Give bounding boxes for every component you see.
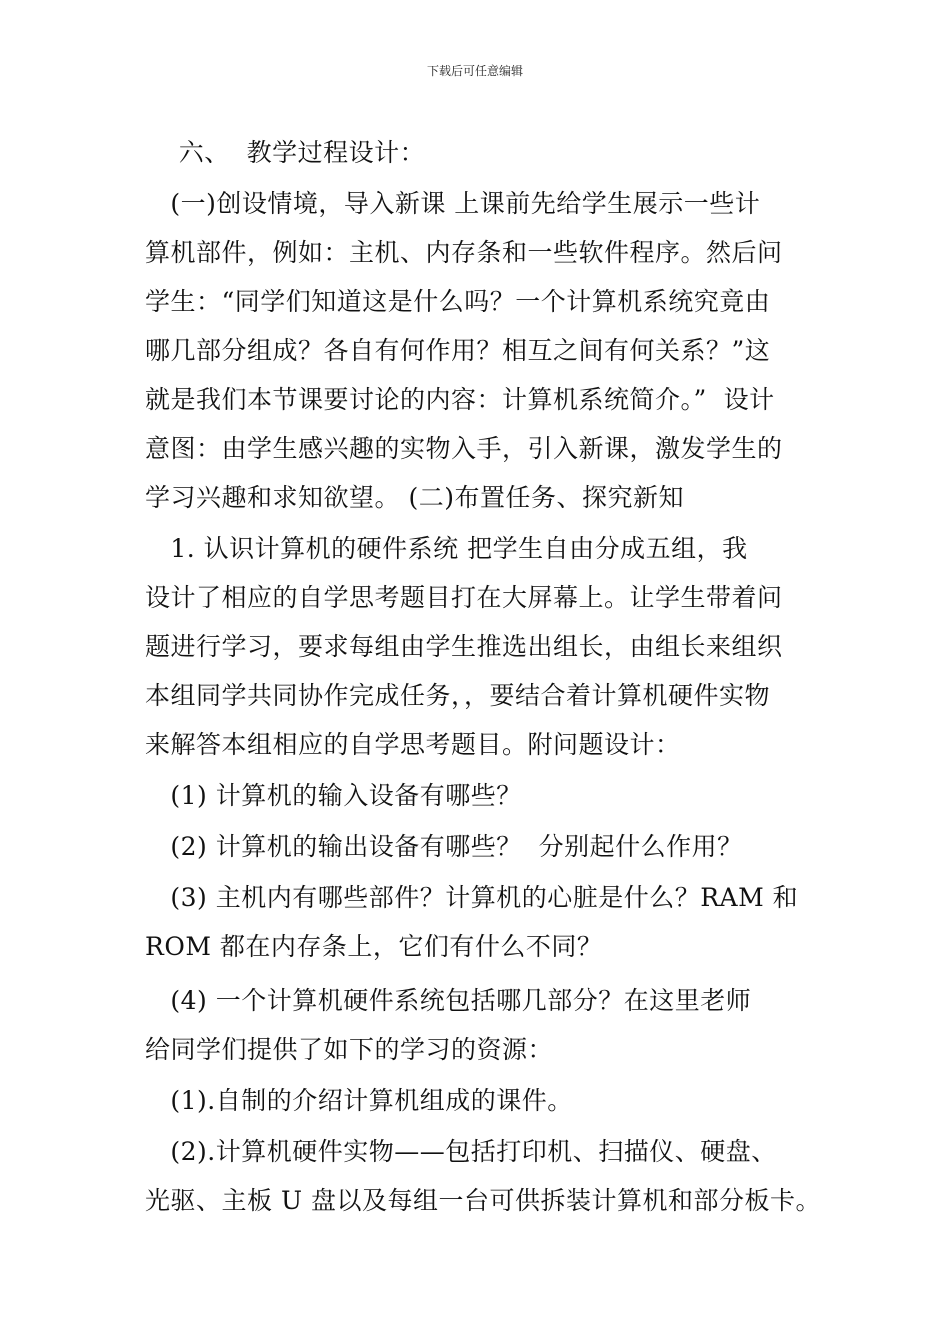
resource-item: (1).自制的介绍计算机组成的课件。 <box>145 1086 573 1115</box>
paragraph-line: 来解答本组相应的自学思考题目。附问题设计： <box>145 730 681 759</box>
paragraph-line: (一)创设情境，导入新课 上课前先给学生展示一些计 <box>145 189 761 218</box>
paragraph-line: 学生：“同学们知道这是什么吗？一个计算机系统究竟由 <box>145 287 771 316</box>
document-body <box>145 128 835 1225</box>
paragraph-line: 就是我们本节课要讨论的内容：计算机系统简介。” 设计 <box>145 385 775 414</box>
question-item: (4) 一个计算机硬件系统包括哪几部分？在这里老师 <box>145 986 752 1015</box>
paragraph-line: 意图：由学生感兴趣的实物入手，引入新课，激发学生的 <box>145 434 783 463</box>
question-item: (2) 计算机的输出设备有哪些？ 分别起什么作用？ <box>145 832 743 861</box>
paragraph-line: 本组同学共同协作完成任务，，要结合着计算机硬件实物 <box>145 681 771 710</box>
resource-item-continued: 光驱、主板 U 盘以及每组一台可供拆装计算机和部分板卡。 <box>145 1186 821 1215</box>
paragraph-line: 题进行学习，要求每组由学生推选出组长，由组长来组织 <box>145 632 783 661</box>
question-item: (1) 计算机的输入设备有哪些？ <box>145 781 522 810</box>
paragraph-line: 1. 认识计算机的硬件系统 把学生自由分成五组，我 <box>145 534 748 563</box>
question-item-continued: 给同学们提供了如下的学习的资源： <box>145 1035 554 1064</box>
page-header-note: 下载后可任意编辑 <box>426 64 523 78</box>
question-item-continued: ROM 都在内存条上，它们有什么不同？ <box>145 932 603 961</box>
question-item: (3) 主机内有哪些部件？计算机的心脏是什么？RAM 和 <box>145 883 799 912</box>
paragraph-line: 设计了相应的自学思考题目打在大屏幕上。让学生带着问 <box>145 583 783 612</box>
section-heading: 六、 教学过程设计： <box>145 138 426 167</box>
resource-item: (2).计算机硬件实物——包括打印机、扫描仪、硬盘、 <box>145 1137 777 1166</box>
paragraph-line: 哪几部分组成？各自有何作用？相互之间有何关系？”这 <box>145 336 771 365</box>
paragraph-line: 学习兴趣和求知欲望。 (二)布置任务、探究新知 <box>145 483 684 512</box>
paragraph-line: 算机部件，例如：主机、内存条和一些软件程序。然后问 <box>145 238 783 267</box>
